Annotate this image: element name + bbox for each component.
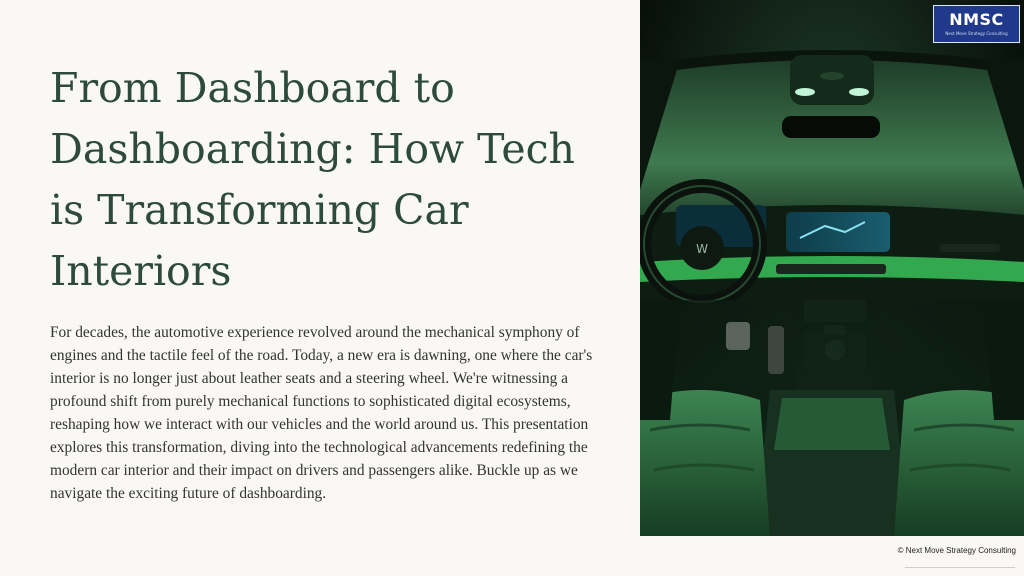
slide-body-text: For decades, the automotive experience revolved around the mechanical symphony of engines and the tactile feel of the road. Today, a new era is dawning, one where the car's interior is no longer just about leather seats and a steering wheel. We're witnessing a profound shift from purely mechanical functions to sophisticated digital ecosystems, reshaping how we interact with our vehicles and the world around us. This presentation explores this transformation, diving into the technological advancements redefining the modern car interior and their impact on drivers and passengers alike. Buckle up as we navigate the exciting future of dashboarding. bbox=[50, 324, 593, 502]
copyright-notice: © Next Move Strategy Consulting bbox=[897, 546, 1016, 555]
footer-divider bbox=[905, 567, 1015, 568]
car-interior-photo bbox=[640, 0, 1024, 536]
logo-mark-text: NMSC bbox=[949, 10, 1004, 29]
nmsc-logo bbox=[933, 5, 1020, 43]
slide-title: From Dashboard to Dashboarding: How Tech is Transforming Car Interiors bbox=[50, 64, 575, 295]
svg-text:W: W bbox=[696, 242, 708, 256]
logo-tagline: Next Move Strategy Consulting bbox=[945, 31, 1008, 36]
